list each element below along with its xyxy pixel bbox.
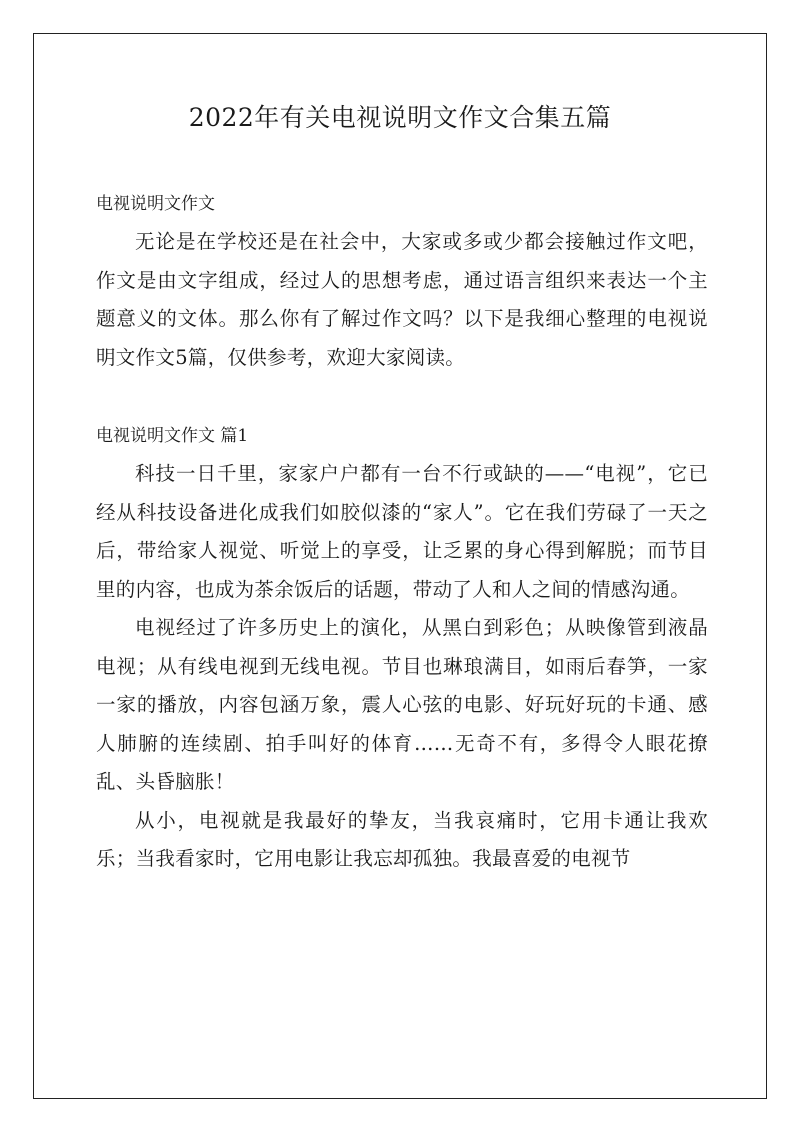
intro-paragraph: 无论是在学校还是在社会中，大家或多或少都会接触过作文吧，作文是由文字组成，经过人的思想考虑，通过语言组织来表达一个主题意义的文体。那么你有了解过作文吗？以下是我细心整理的电视说明文作文5篇，仅供参考，欢迎大家阅读。: [96, 230, 708, 369]
intro-heading: 电视说明文作文: [96, 194, 215, 214]
section-1-paragraph-3: 从小，电视就是我最好的挚友，当我哀痛时，它用卡通让我欢乐；当我看家时，它用电影让我忘却孤独。我最喜爱的电视节: [96, 808, 708, 870]
document-body: [96, 185, 708, 879]
section-1-heading: 电视说明文作文 篇1: [96, 426, 249, 446]
document-title: 2022年有关电视说明文作文合集五篇: [188, 103, 612, 132]
section-1-paragraph-1: 科技一日千里，家家户户都有一台不行或缺的——“电视”，它已经从科技设备进化成我们如胶似漆的“家人”。它在我们劳碌了一天之后，带给家人视觉、听觉上的享受，让乏累的身心得到解脱；而节目里的内容，也成为茶余饭后的话题，带动了人和人之间的情感沟通。: [96, 462, 708, 601]
section-spacer: [96, 377, 708, 417]
section-1-paragraph-2: 电视经过了许多历史上的演化，从黑白到彩色；从映像管到液晶电视；从有线电视到无线电视。节目也琳琅满目，如雨后春笋，一家一家的播放，内容包涵万象，震人心弦的电影、好玩好玩的卡通、感人肺腑的连续剧、拍手叫好的体育……无奇不有，多得令人眼花撩乱、头昏脑胀！: [96, 616, 708, 793]
